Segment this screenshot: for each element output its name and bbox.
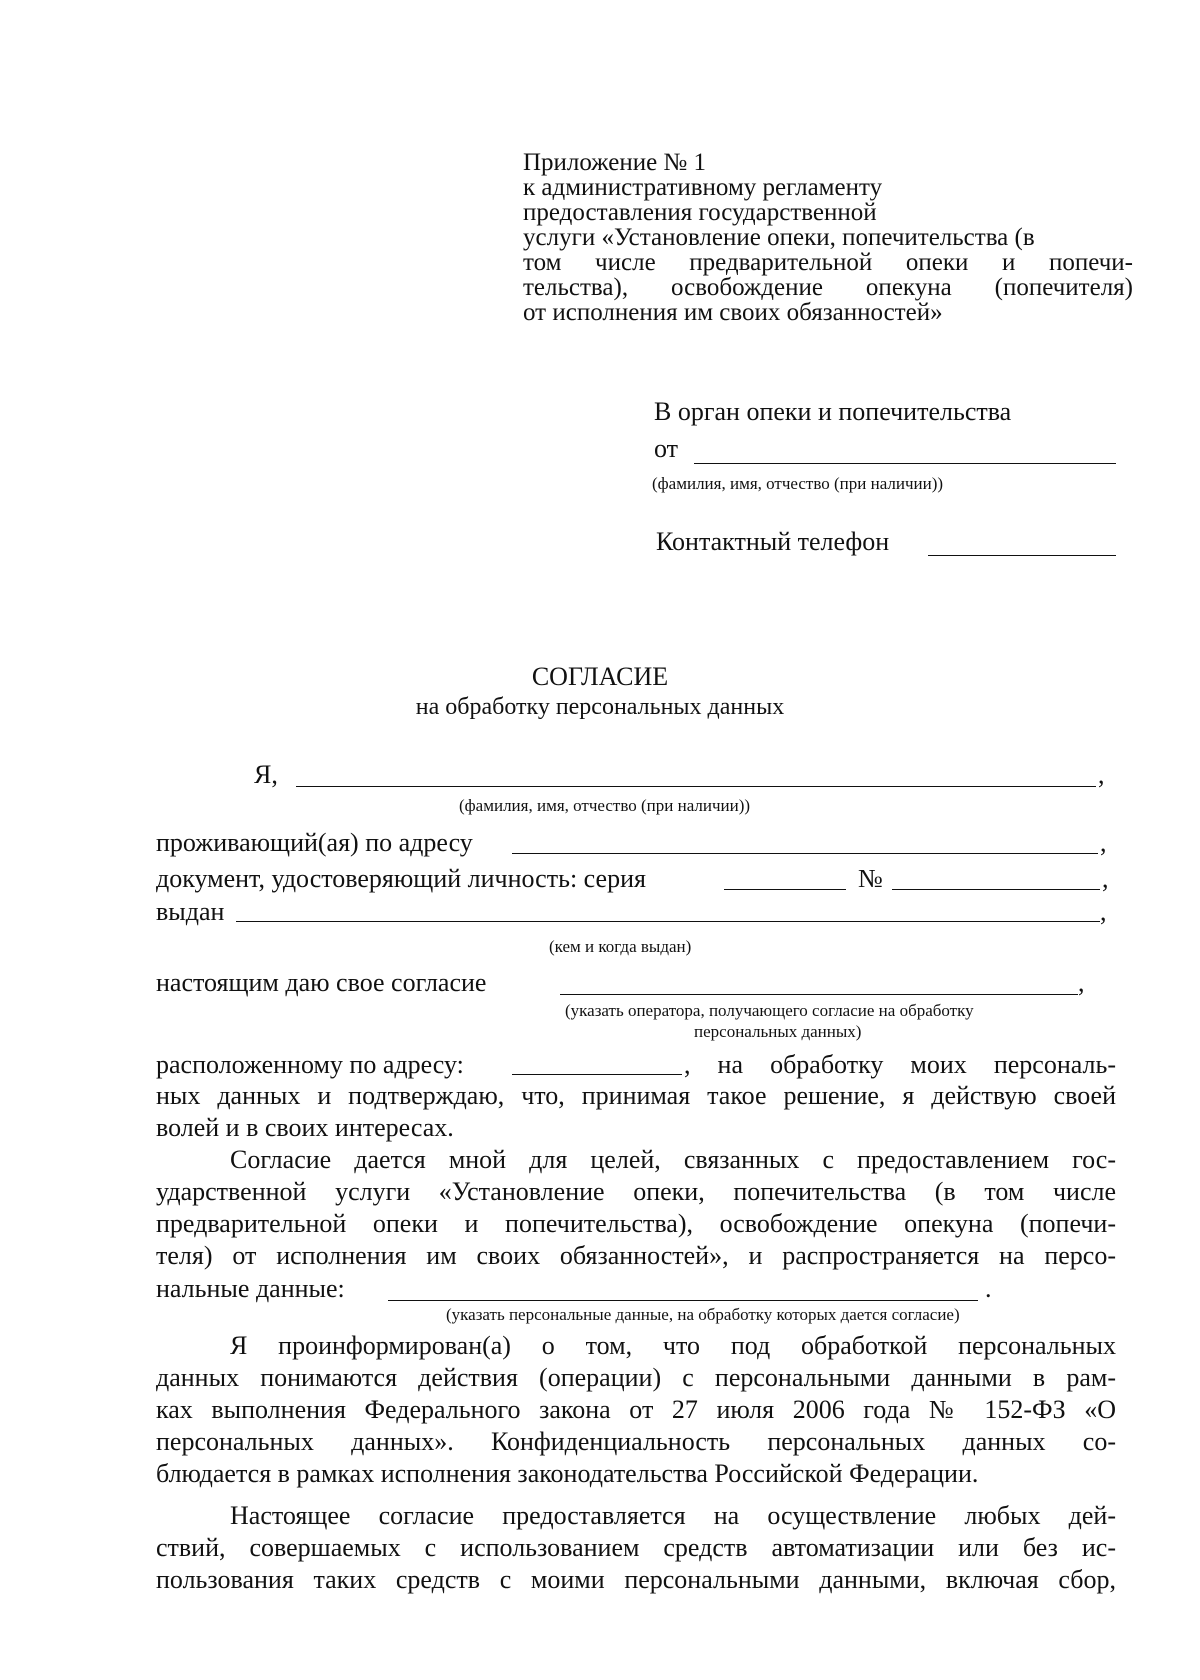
p4-line: ствий, совершаемых с использованием средств автоматизации или без ис- [156,1533,1116,1562]
period: . [985,1274,992,1303]
operator-caption: (указать оператора, получающего согласие на обработку [565,1001,974,1020]
annex-line: тельства), освобождение опекуна (попечителя) [523,274,1133,301]
consent-label: настоящим даю свое согласие [156,968,487,997]
p1-line: , на обработку моих персональ- [684,1050,1116,1079]
p4-line: пользования таких средств с моими персональными данными, включая сбор, [156,1565,1116,1594]
operator-field[interactable] [560,994,1078,995]
operator-address-field[interactable] [512,1074,682,1075]
annex-line: к административному регламенту [523,174,883,201]
issued-field[interactable] [236,921,1100,922]
operator-caption: персональных данных) [694,1022,862,1041]
i-label: Я, [254,760,278,789]
p2-line: ударственной услуги «Установление опеки, попечительства (в том числе [156,1177,1116,1206]
name-caption: (фамилия, имя, отчество (при наличии)) [459,796,751,815]
issued-label: выдан [156,897,225,926]
personal-data-field[interactable] [388,1300,978,1301]
series-field[interactable] [724,889,846,890]
comma: , [1102,864,1109,893]
paragraph-2 [156,1144,1116,1272]
p3-line: ках выполнения Федерального закона от 27 июля 2006 года № 152-ФЗ «О [156,1395,1116,1424]
p2-line: теля) от исполнения им своих обязанностей», и распространяется на персо- [156,1241,1116,1270]
paragraph-3 [156,1330,1116,1490]
p2-line: Согласие дается мной для целей, связанных с предоставлением гос- [230,1145,1116,1174]
annex-line: Приложение № 1 [523,149,707,176]
number-label: № [858,864,883,893]
p2-line: предварительной опеки и попечительства), освобождение опекуна (попечи- [156,1209,1116,1238]
p1-line: расположенному по адресу: [156,1050,464,1079]
document-subtitle: на обработку персональных данных [415,694,785,720]
from-label: от [654,434,679,463]
p3-line: блюдается в рамках исполнения законодательства Российской Федерации. [156,1459,979,1488]
p1-line: ных данных и подтверждаю, что, принимая такое решение, я действую своей [156,1081,1116,1110]
from-name-field[interactable] [694,463,1116,464]
annex-line: предоставления государственной [523,199,877,226]
personal-data-caption: (указать персональные данные, на обработку которых дается согласие) [446,1305,960,1324]
phone-label: Контактный телефон [656,527,890,556]
annex-line: от исполнения им своих обязанностей» [523,299,943,326]
paragraph-4 [156,1500,1116,1596]
document-title: СОГЛАСИЕ [531,662,669,691]
full-name-field[interactable] [296,786,1096,787]
p4-line: Настоящее согласие предоставляется на осуществление любых дей- [230,1501,1116,1530]
id-document-label: документ, удостоверяющий личность: серия [156,864,646,893]
addressee-to: В орган опеки и попечительства [654,397,1012,426]
p2-line: нальные данные: [156,1274,345,1303]
comma: , [1098,760,1105,789]
annex-line: том числе предварительной опеки и попечи- [523,249,1133,276]
p3-line: данных понимаются действия (операции) с персональными данными в рам- [156,1363,1116,1392]
p1-line: волей и в своих интересах. [156,1113,454,1142]
comma: , [1078,968,1085,997]
address-label: проживающий(ая) по адресу [156,828,473,857]
annex-line: услуги «Установление опеки, попечительства (в [523,224,1035,251]
address-field[interactable] [512,853,1098,854]
paragraph-1 [156,1080,1116,1144]
p3-line: персональных данных». Конфиденциальность персональных данных со- [156,1427,1116,1456]
number-field[interactable] [892,889,1100,890]
phone-field[interactable] [928,555,1116,556]
comma: , [1100,828,1107,857]
from-caption: (фамилия, имя, отчество (при наличии)) [652,474,944,493]
annex-block [523,150,1133,325]
comma: , [1100,897,1107,926]
issued-caption: (кем и когда выдан) [549,937,692,956]
p3-line: Я проинформирован(а) о том, что под обработкой персональных [230,1331,1116,1360]
